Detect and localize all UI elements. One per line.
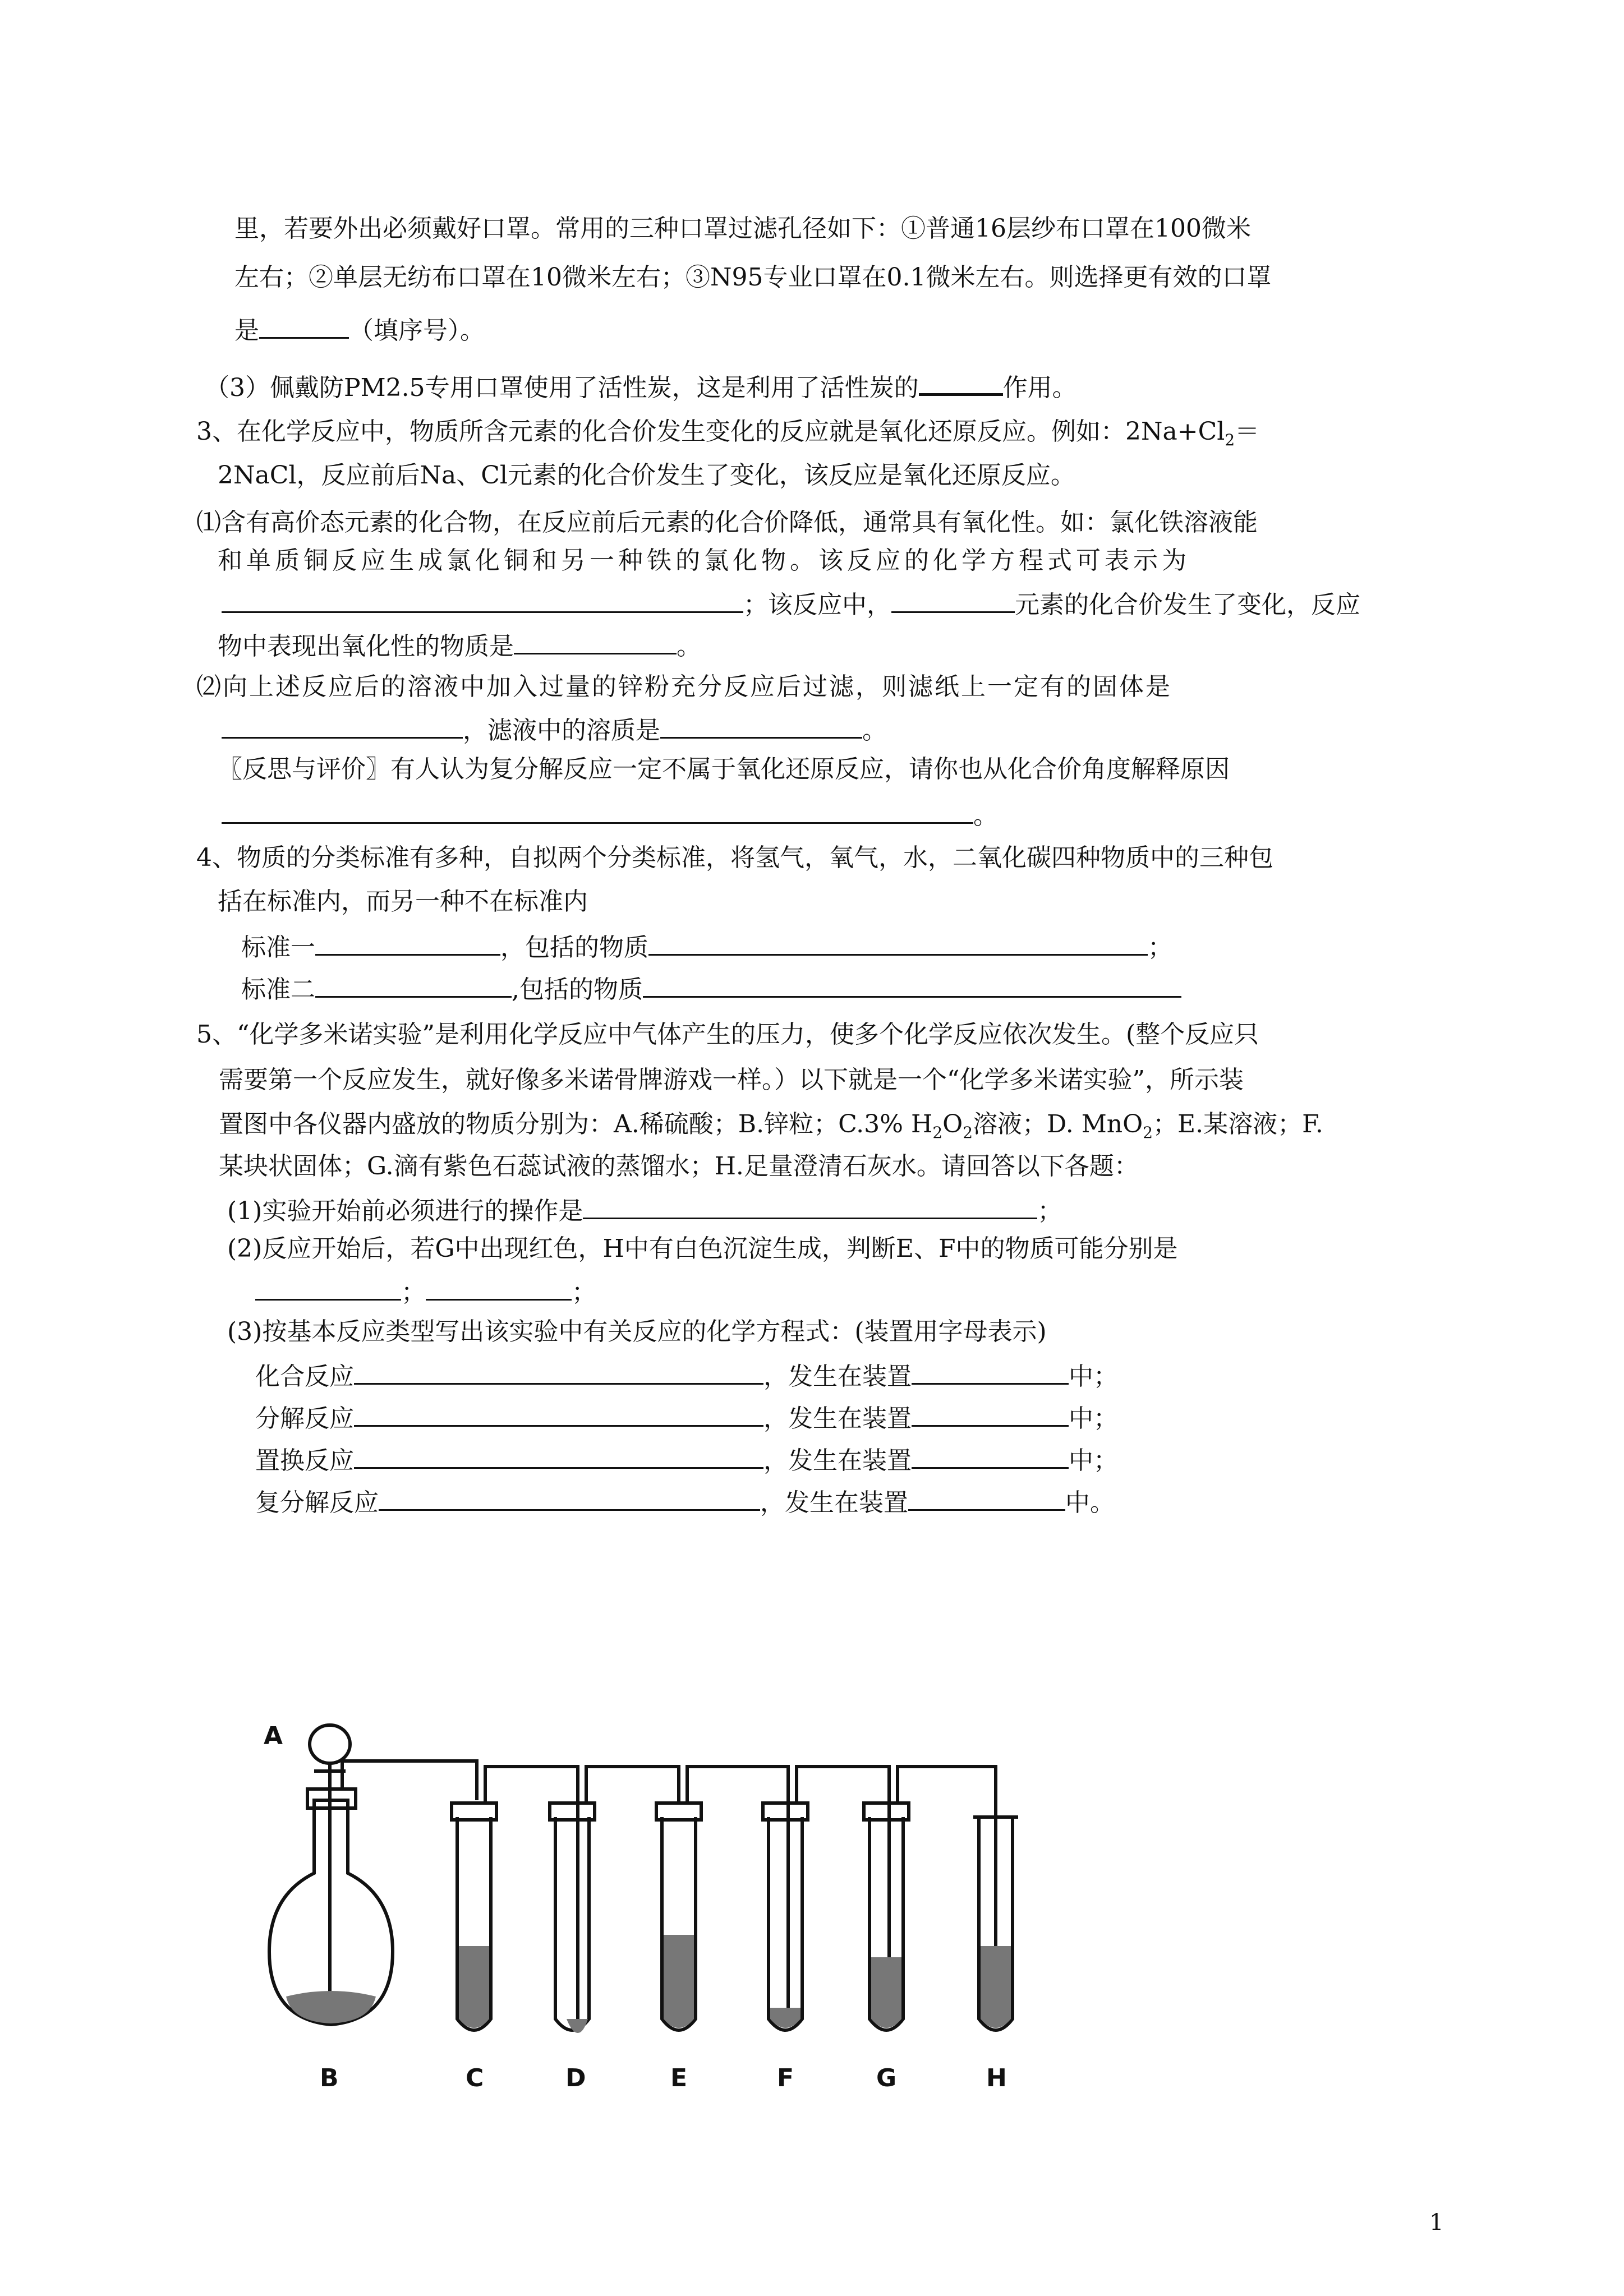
apparatus-label: C (466, 2064, 484, 2092)
tube-d-to-e (586, 1767, 679, 1803)
answer-blank[interactable] (908, 1483, 1065, 1511)
text-line: 需要第一个反应发生，就好像多米诺骨牌游戏一样。）以下就是一个“化学多米诺实验”，所示装 (219, 1066, 1244, 1094)
answer-blank[interactable] (912, 1399, 1069, 1427)
text-line: (3)按基本反应类型写出该实验中有关反应的化学方程式：(装置用字母表示) (227, 1317, 1047, 1346)
answer-blank[interactable] (222, 585, 743, 613)
answer-blank[interactable] (919, 367, 1003, 396)
text-line: 是 （填序号）。 (234, 311, 485, 348)
zinc-granules-b (286, 1991, 376, 2023)
separatory-funnel (310, 1725, 350, 1763)
text-line: ，滤液中的溶质是 。 (222, 711, 887, 748)
text-line: (1)实验开始前必须进行的操作是 ； (227, 1192, 1062, 1228)
apparatus-label: B (320, 2064, 339, 2092)
liquid-c (459, 1946, 489, 2028)
answer-blank[interactable] (222, 711, 463, 739)
apparatus-label: A (264, 1722, 283, 1750)
text-line: 标准一 ，包括的物质 ； (241, 928, 1172, 965)
text-line: 物中表现出氧化性的物质是 。 (218, 627, 701, 663)
answer-blank[interactable] (259, 311, 349, 339)
text-line: ；该反应中， 元素的化合价发生了变化，反应 (222, 585, 1360, 622)
text-line: ； ； (255, 1273, 596, 1310)
answer-blank[interactable] (255, 1273, 401, 1301)
delivery-tube (342, 1761, 477, 1800)
answer-blank[interactable] (315, 970, 512, 998)
page-number: 1 (1429, 2210, 1444, 2235)
text-line: 〖反思与评价〗有人认为复分解反应一定不属于氧化还原反应，请你也从化合价角度解释原因 (218, 755, 1230, 783)
test-tube-d (550, 1803, 595, 2030)
liquid-h (981, 1946, 1011, 2028)
text-line: （3）佩戴防PM2.5专用口罩使用了活性炭，这是利用了活性炭的 作用。 (205, 367, 1077, 405)
question-4-line: 4、物质的分类标准有多种，自拟两个分类标准，将氢气，氧气，水，二氧化碳四种物质中的三种包 (196, 843, 1273, 872)
reaction-row: 复分解反应 ，发生在装置 中。 (255, 1483, 1115, 1520)
test-tube-f (763, 1803, 808, 2030)
apparatus-label: D (565, 2064, 586, 2092)
text-line: ⑴含有高价态元素的化合物，在反应前后元素的化合价降低，通常具有氧化性。如：氯化铁溶液能 (196, 508, 1258, 537)
answer-blank[interactable] (514, 627, 677, 654)
answer-blank[interactable] (222, 796, 973, 824)
text-line: 和单质铜反应生成氯化铜和另一种铁的氯化物。该反应的化学方程式可表示为 (218, 546, 1190, 575)
answer-blank[interactable] (354, 1357, 763, 1385)
answer-blank[interactable] (643, 970, 1181, 998)
text-line: 某块状固体；G.滴有紫色石蕊试液的蒸馏水；H.足量澄清石灰水。请回答以下各题： (219, 1152, 1139, 1181)
answer-blank[interactable] (912, 1357, 1069, 1385)
text-line: (2)反应开始后，若G中出现红色，H中有白色沉淀生成，判断E、F中的物质可能分别是 (227, 1234, 1178, 1263)
answer-blank[interactable] (660, 711, 862, 739)
apparatus-label: E (670, 2064, 688, 2092)
apparatus-label: F (777, 2064, 794, 2092)
reaction-row: 分解反应 ，发生在装置 中； (255, 1399, 1118, 1436)
liquid-g (871, 1957, 901, 2028)
answer-blank[interactable] (354, 1399, 763, 1427)
answer-blank[interactable] (354, 1441, 763, 1469)
liquid-e (664, 1935, 694, 2028)
answer-blank[interactable] (648, 928, 1148, 956)
reaction-row: 化合反应 ，发生在装置 中； (255, 1357, 1118, 1394)
text-line: 括在标准内，而另一种不在标准内 (218, 887, 588, 916)
question-3-line: 3、在化学反应中，物质所含元素的化合价发生变化的反应就是氧化还原反应。例如：$2Na+Cl_2=$ (196, 417, 1260, 449)
apparatus-label: H (986, 2064, 1007, 2092)
answer-blank[interactable] (315, 928, 500, 956)
domino-apparatus-diagram (264, 1705, 1083, 2097)
text-line: ⑵向上述反应后的溶液中加入过量的锌粉充分反应后过滤，则滤纸上一定有的固体是 (196, 672, 1172, 701)
answer-blank[interactable] (379, 1483, 760, 1511)
text-line: 置图中各仪器内盛放的物质分别为：A.稀硫酸；B.锌粒；C.3% $H_2O_2$溶液；D. MnO$_2$；E.某溶液；F. (219, 1110, 1323, 1142)
answer-blank[interactable] (426, 1273, 572, 1301)
text-line: 2NaCl，反应前后Na、Cl元素的化合价发生了变化，该反应是氧化还原反应。 (218, 461, 1075, 490)
answer-blank[interactable] (891, 585, 1015, 613)
apparatus-label: G (876, 2064, 897, 2092)
question-5-line: 5、“化学多米诺实验”是利用化学反应中气体产生的压力，使多个化学反应依次发生。(整个反应只 (196, 1020, 1259, 1049)
answer-blank[interactable] (583, 1192, 1037, 1219)
text-line: 标准二 ,包括的物质 (241, 970, 1181, 1007)
text-line: 左右；②单层无纺布口罩在10微米左右；③N95专业口罩在0.1微米左右。则选择更有效的口罩 (234, 263, 1272, 292)
text-line: 里，若要外出必须戴好口罩。常用的三种口罩过滤孔径如下：①普通16层纱布口罩在100微米 (234, 214, 1251, 243)
reaction-row: 置换反应 ，发生在装置 中； (255, 1441, 1118, 1478)
text-line: 。 (222, 796, 998, 833)
answer-blank[interactable] (912, 1441, 1069, 1469)
